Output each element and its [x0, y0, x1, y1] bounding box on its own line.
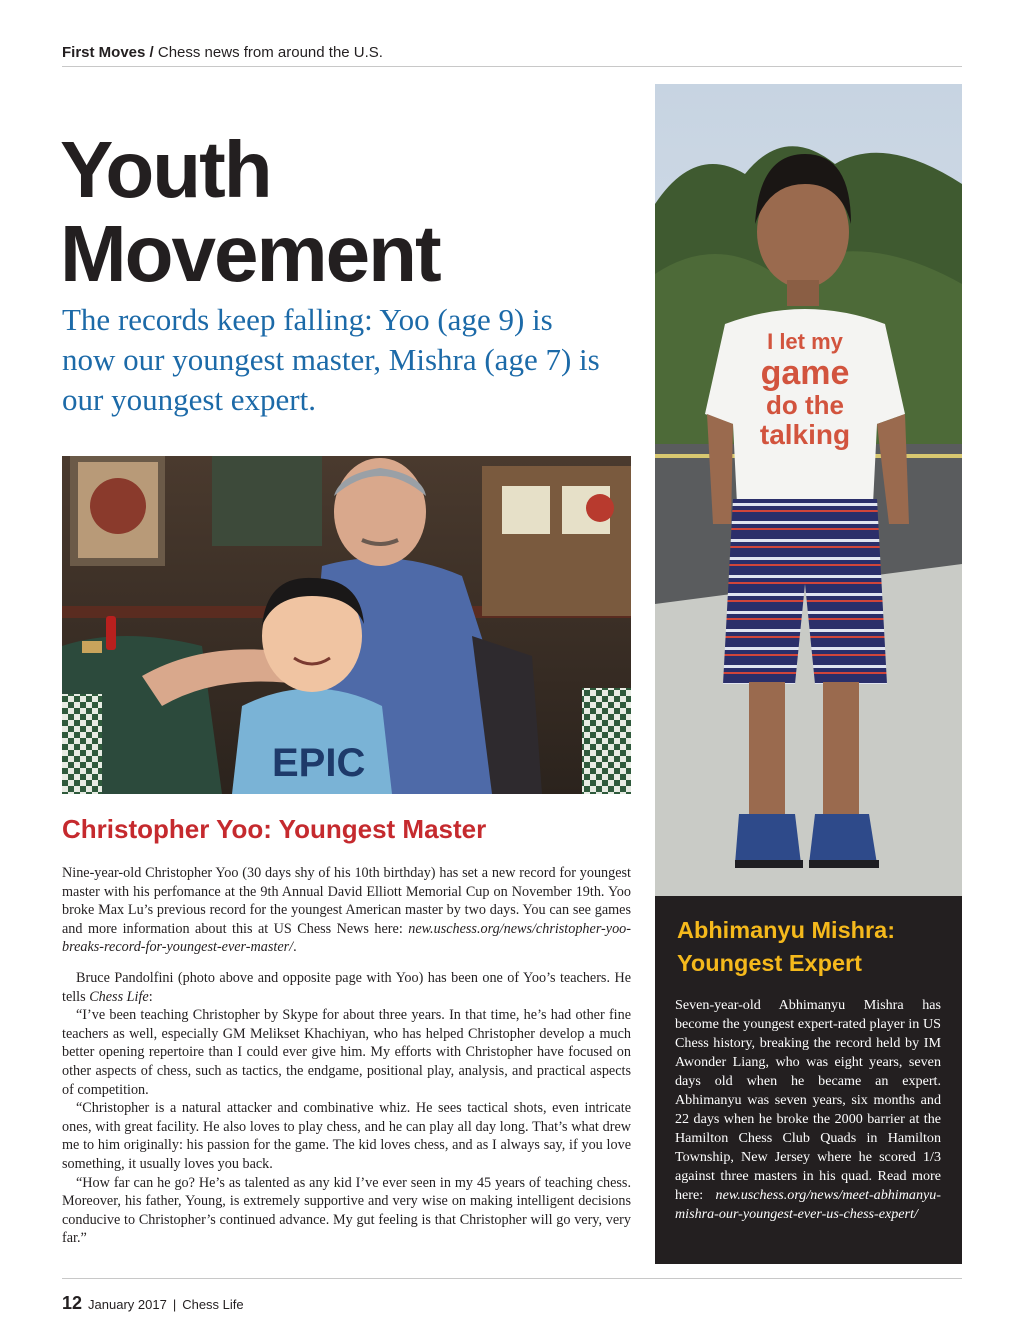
header-rule — [62, 66, 962, 67]
mishra-heading-line-2: Youngest Expert — [677, 950, 862, 976]
mishra-body-text: Seven-year-old Abhimanyu Mishra has become the youngest expert-rated player in US Chess history, breaking the record held by IM Awonder Liang, who was eight years, seven days old when he became an expert. Abhimanyu was seven years, six months and 22 days when he broke the 2000 barrier at the Hamilton Chess Club Quads in Hamilton Township, New Jersey where he scored 1/3 against three masters in his quad. Read more here: — [675, 997, 941, 1203]
mishra-heading — [677, 914, 952, 980]
footer-rule — [62, 1278, 962, 1279]
yoo-p2-text: Bruce Pandolfini (photo above and opposite page with Yoo) has been one of Yoo’s teachers. He tells — [62, 969, 631, 1005]
shirt-text-line-1: I let my — [767, 329, 843, 354]
yoo-article-url: new.uschess.org/news/christopher-yoo-breaks-record-for-youngest-ever-master/ — [62, 920, 631, 956]
yoo-p1-end: . — [293, 939, 297, 956]
yoo-paragraph-2 — [62, 969, 631, 1006]
article-title — [60, 125, 620, 298]
photo-yoo-pandolfini-illustration — [62, 456, 631, 794]
shirt-text-line-4: talking — [759, 419, 851, 450]
running-header — [62, 44, 962, 61]
yoo-paragraph-3: “I’ve been teaching Christopher by Skype for about three years. In that time, he’s had other fine teachers as well, especially GM Melikset Khachiyan, who has helped Christopher develop a much better opening repertoire than I could ever give him. My efforts with Christopher have focused on other aspects of chess, such as tactics, the endgame, positional play, analysis, and practical aspects of competition. — [62, 1007, 631, 1098]
photo-yoo-pandolfini — [62, 456, 631, 794]
page-footer — [62, 1293, 244, 1314]
photo-mishra-illustration — [655, 84, 962, 896]
page-number: 12 — [62, 1293, 83, 1313]
title-line-2: Movement — [60, 209, 440, 298]
shirt-text-line-2: game — [760, 354, 850, 392]
photo-mishra — [655, 84, 962, 896]
yoo-p1-text: Nine-year-old Christopher Yoo (30 days shy of his 10th birthday) has set a new record for youngest master with his perfomance at the 9th Annual David Elliott Memorial Cup on November 19th. Yoo broke Max Lu’s previous record for the youngest American master by two days. You can see games and more information about this at US Chess News here: — [62, 865, 631, 937]
yoo-heading: Christopher Yoo: Youngest Master — [62, 814, 487, 844]
article-deck: The records keep falling: Yoo (age 9) is now our youngest master, Mishra (age 7) is our youngest expert. — [62, 302, 600, 417]
issue-date: January 2017 — [88, 1297, 167, 1312]
section-subtitle: Chess news from around the U.S. — [157, 44, 383, 61]
yoo-paragraph-5: “How far can he go? He’s as talented as any kid I’ve ever seen in my 45 years of teaching chess. Moreover, his father, Young, is extremely supportive and very wise on making intelligent decisions conducive to Christopher’s continued advance. My gut feeling is that Christopher will go very, very far.” — [62, 1174, 631, 1247]
yoo-p2-end: : — [148, 988, 153, 1005]
yoo-paragraph-1 — [62, 864, 631, 957]
header-separator: / — [145, 44, 158, 61]
shirt-epic-text: EPIC — [272, 741, 366, 785]
mishra-body — [675, 996, 941, 1224]
title-line-1: Youth — [60, 125, 271, 214]
publication-name: Chess Life — [89, 988, 149, 1005]
mishra-heading-line-1: Abhimanyu Mishra: — [677, 917, 896, 943]
mishra-article-url: new.uschess.org/news/meet-abhimanyu-mishra-our-youngest-ever-us-chess-expert/ — [675, 1187, 941, 1222]
shirt-text-line-3: do the — [766, 390, 844, 420]
footer-publication: Chess Life — [182, 1297, 244, 1312]
footer-separator: | — [172, 1297, 177, 1312]
yoo-paragraph-4: “Christopher is a natural attacker and combinative whiz. He sees tactical shots, even intricate ones, with great facility. He also loves to play chess, and he can play all day long. That’s what drew me to him originally: his passion for the game. The kid loves chess, and as I always say, if you love something, it usually loves you back. — [62, 1100, 631, 1172]
yoo-article-body — [62, 864, 631, 1248]
section-name: First Moves — [62, 44, 146, 61]
mishra-sidebar — [655, 896, 962, 1264]
